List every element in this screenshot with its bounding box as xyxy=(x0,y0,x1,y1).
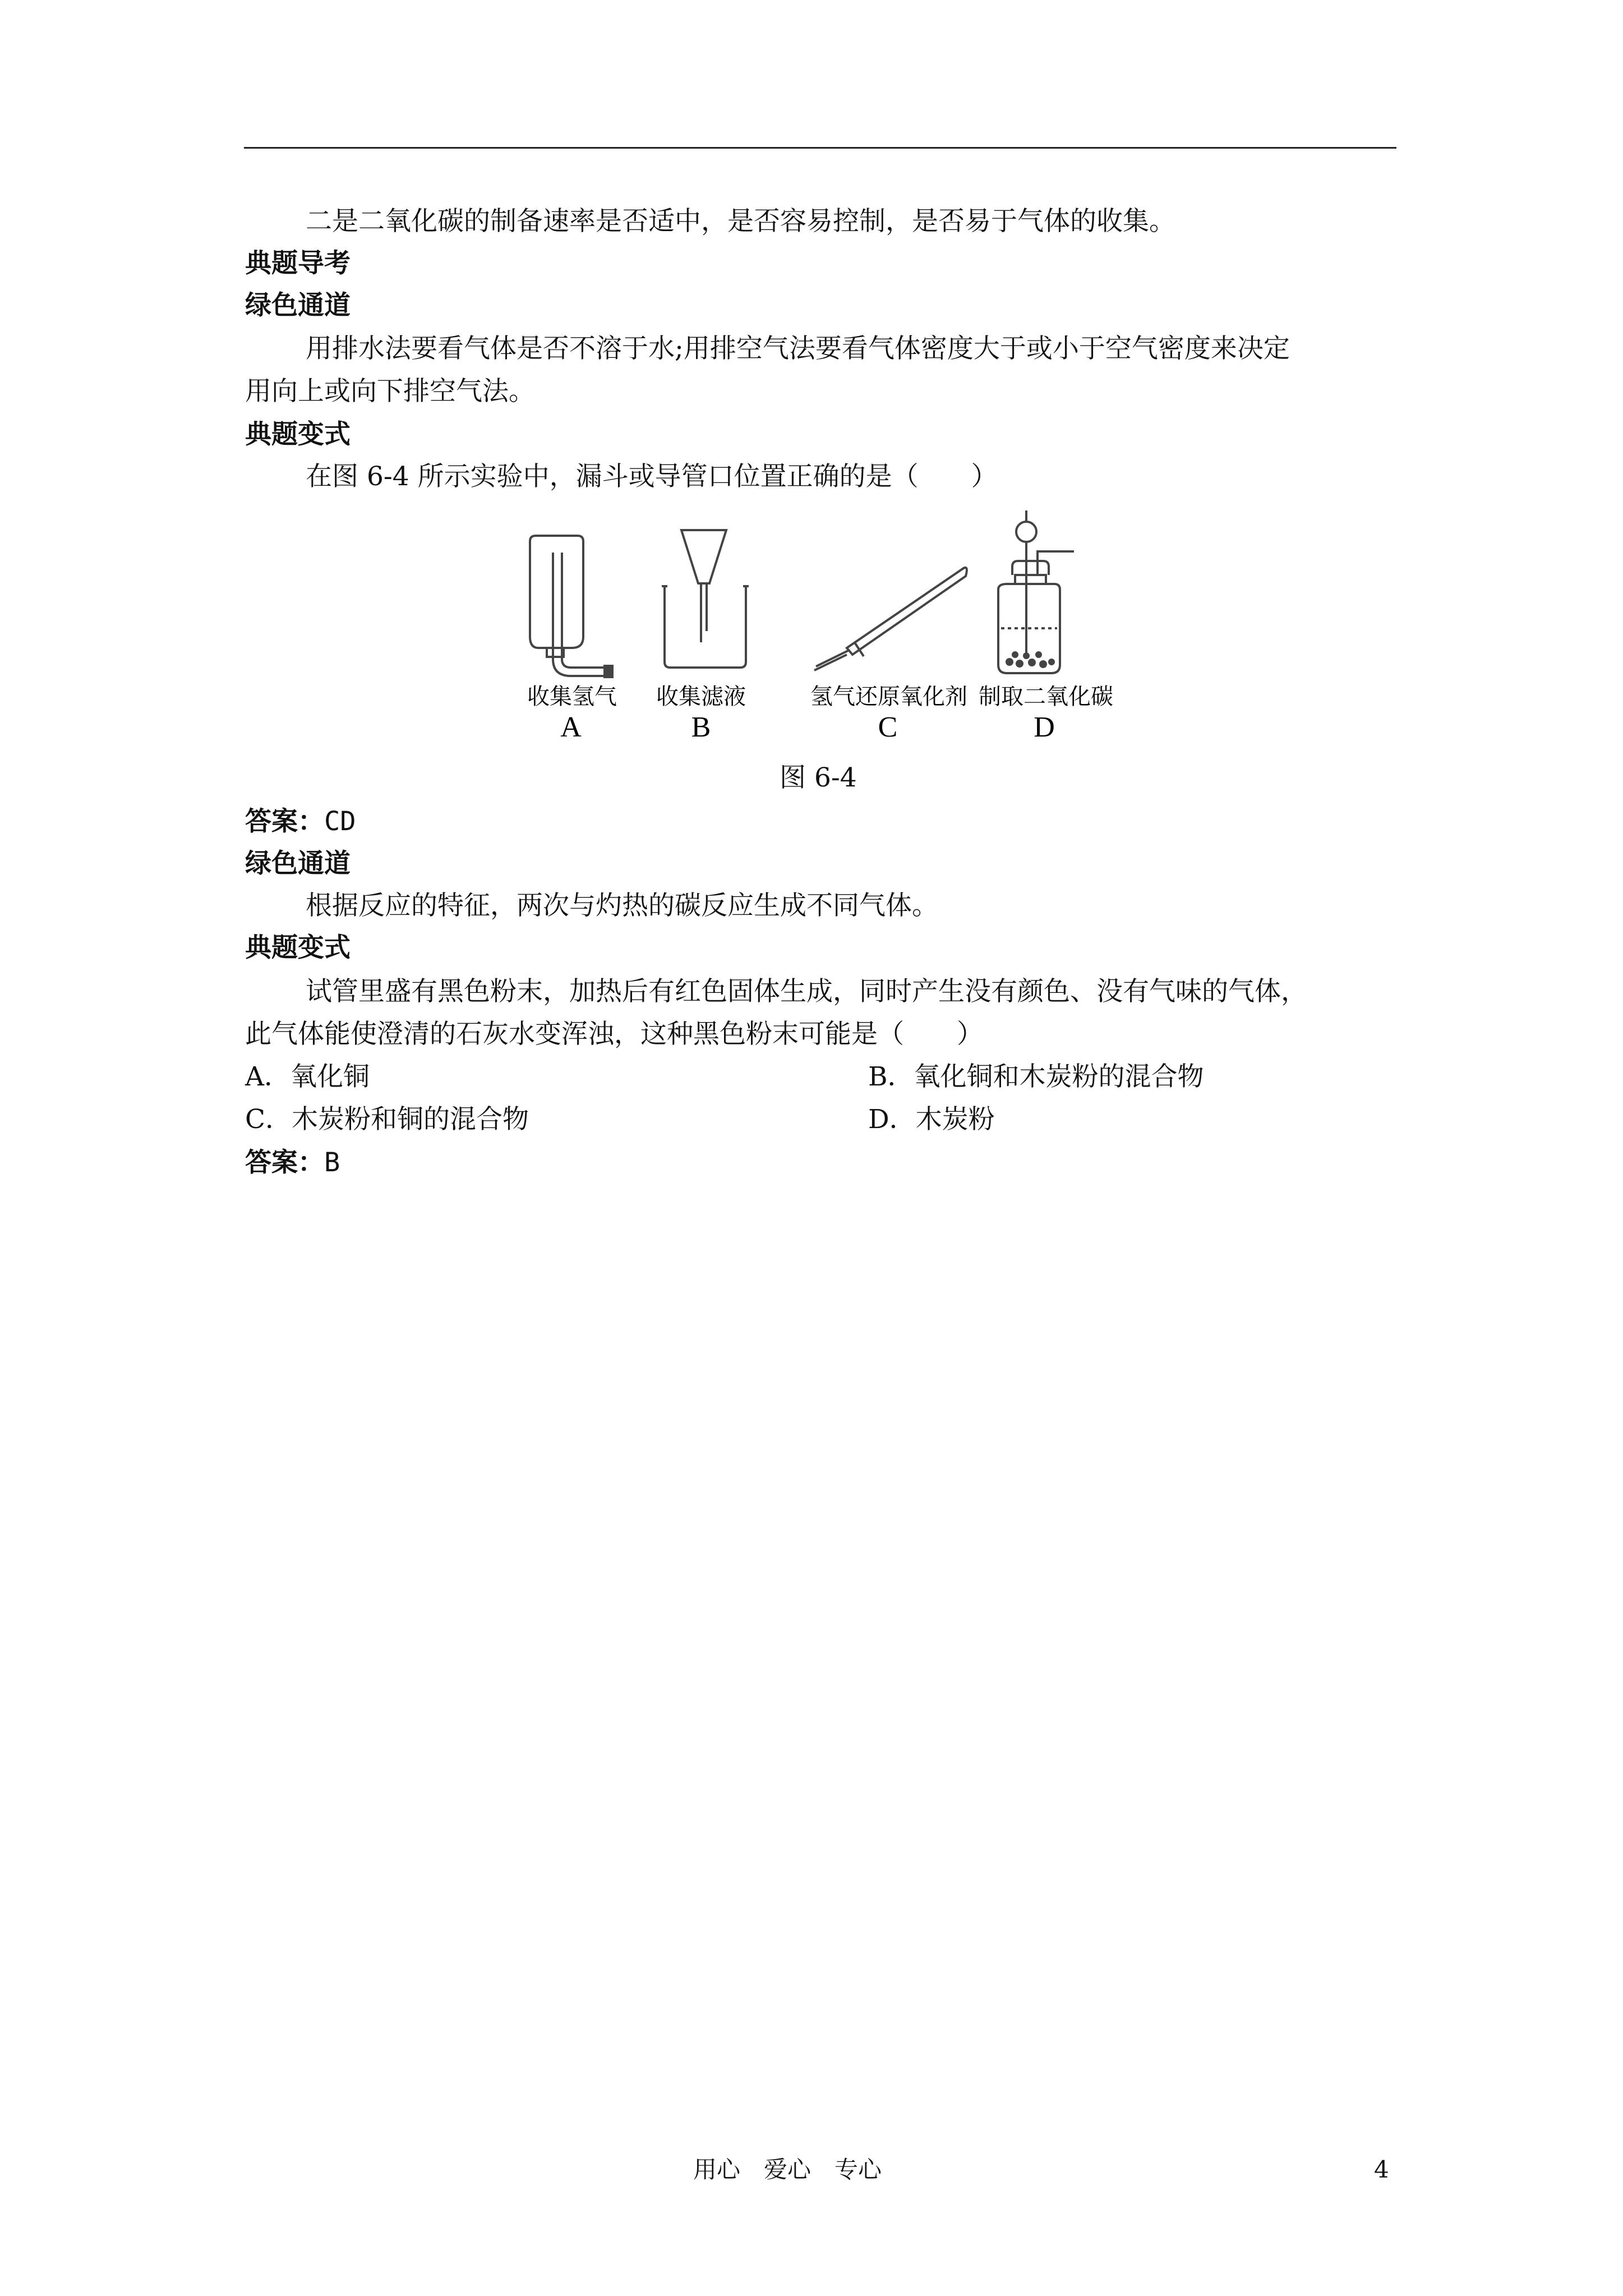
letter-a: A xyxy=(560,711,582,743)
letter-d: D xyxy=(1034,711,1055,743)
header-rule xyxy=(244,147,1396,149)
caption-a: 收集氢气 xyxy=(527,684,617,710)
letter-b: B xyxy=(691,711,711,743)
letter-c: C xyxy=(878,711,898,743)
answer-1-value: CD xyxy=(324,806,356,837)
heading-dian-ti-bian-shi-2: 典题变式 xyxy=(245,932,351,963)
paragraph-rate: 二是二氧化碳的制备速率是否适中，是否容易控制，是否易于气体的收集。 xyxy=(306,206,1175,237)
caption-d: 制取二氧化碳 xyxy=(979,684,1113,710)
option-a: A．氧化铜 xyxy=(245,1061,370,1092)
caption-b: 收集滤液 xyxy=(656,684,746,710)
apparatus-d-generator xyxy=(998,510,1074,673)
apparatus-a-bottle xyxy=(530,536,612,677)
paragraph-reaction: 根据反应的特征，两次与灼热的碳反应生成不同气体。 xyxy=(306,890,938,921)
question-2-line2: 此气体能使澄清的石灰水变浑浊，这种黑色粉末可能是（ ） xyxy=(245,1019,983,1050)
apparatus-d-particles xyxy=(1006,651,1055,668)
apparatus-b-funnel-beaker xyxy=(662,530,749,668)
answer-2-value: B xyxy=(324,1147,340,1178)
paragraph-collection-line1: 用排水法要看气体是否不溶于水;用排空气法要看气体密度大于或小于空气密度来决定 xyxy=(306,333,1290,364)
heading-lv-se-tong-dao-2: 绿色通道 xyxy=(245,848,351,879)
heading-dian-ti-dao-kao: 典题导考 xyxy=(245,248,351,279)
answer-1 xyxy=(245,805,356,839)
apparatus-c-tube xyxy=(814,568,967,670)
page-number: 4 xyxy=(1374,2156,1389,2183)
question-1: 在图 6-4 所示实验中，漏斗或导管口位置正确的是（ ） xyxy=(306,461,998,492)
heading-dian-ti-bian-shi-1: 典题变式 xyxy=(245,419,351,450)
heading-lv-se-tong-dao-1: 绿色通道 xyxy=(245,290,351,321)
option-c: C．木炭粉和铜的混合物 xyxy=(245,1104,529,1135)
answer-1-label: 答案： xyxy=(245,806,324,837)
figure-6-4 xyxy=(505,508,1133,749)
caption-c: 氢气还原氧化剂 xyxy=(810,684,967,710)
answer-2-label: 答案： xyxy=(245,1147,324,1178)
option-b: B．氧化铜和木炭粉的混合物 xyxy=(868,1061,1204,1092)
option-d: D．木炭粉 xyxy=(868,1104,995,1135)
question-2-line1: 试管里盛有黑色粉末，加热后有红色固体生成，同时产生没有颜色、没有气味的气体， xyxy=(306,976,1307,1007)
footer-motto: 用心 爱心 专心 xyxy=(693,2156,882,2183)
paragraph-collection-line2: 用向上或向下排空气法。 xyxy=(245,376,535,407)
figure-label: 图 6-4 xyxy=(780,762,857,793)
answer-2 xyxy=(245,1146,340,1180)
